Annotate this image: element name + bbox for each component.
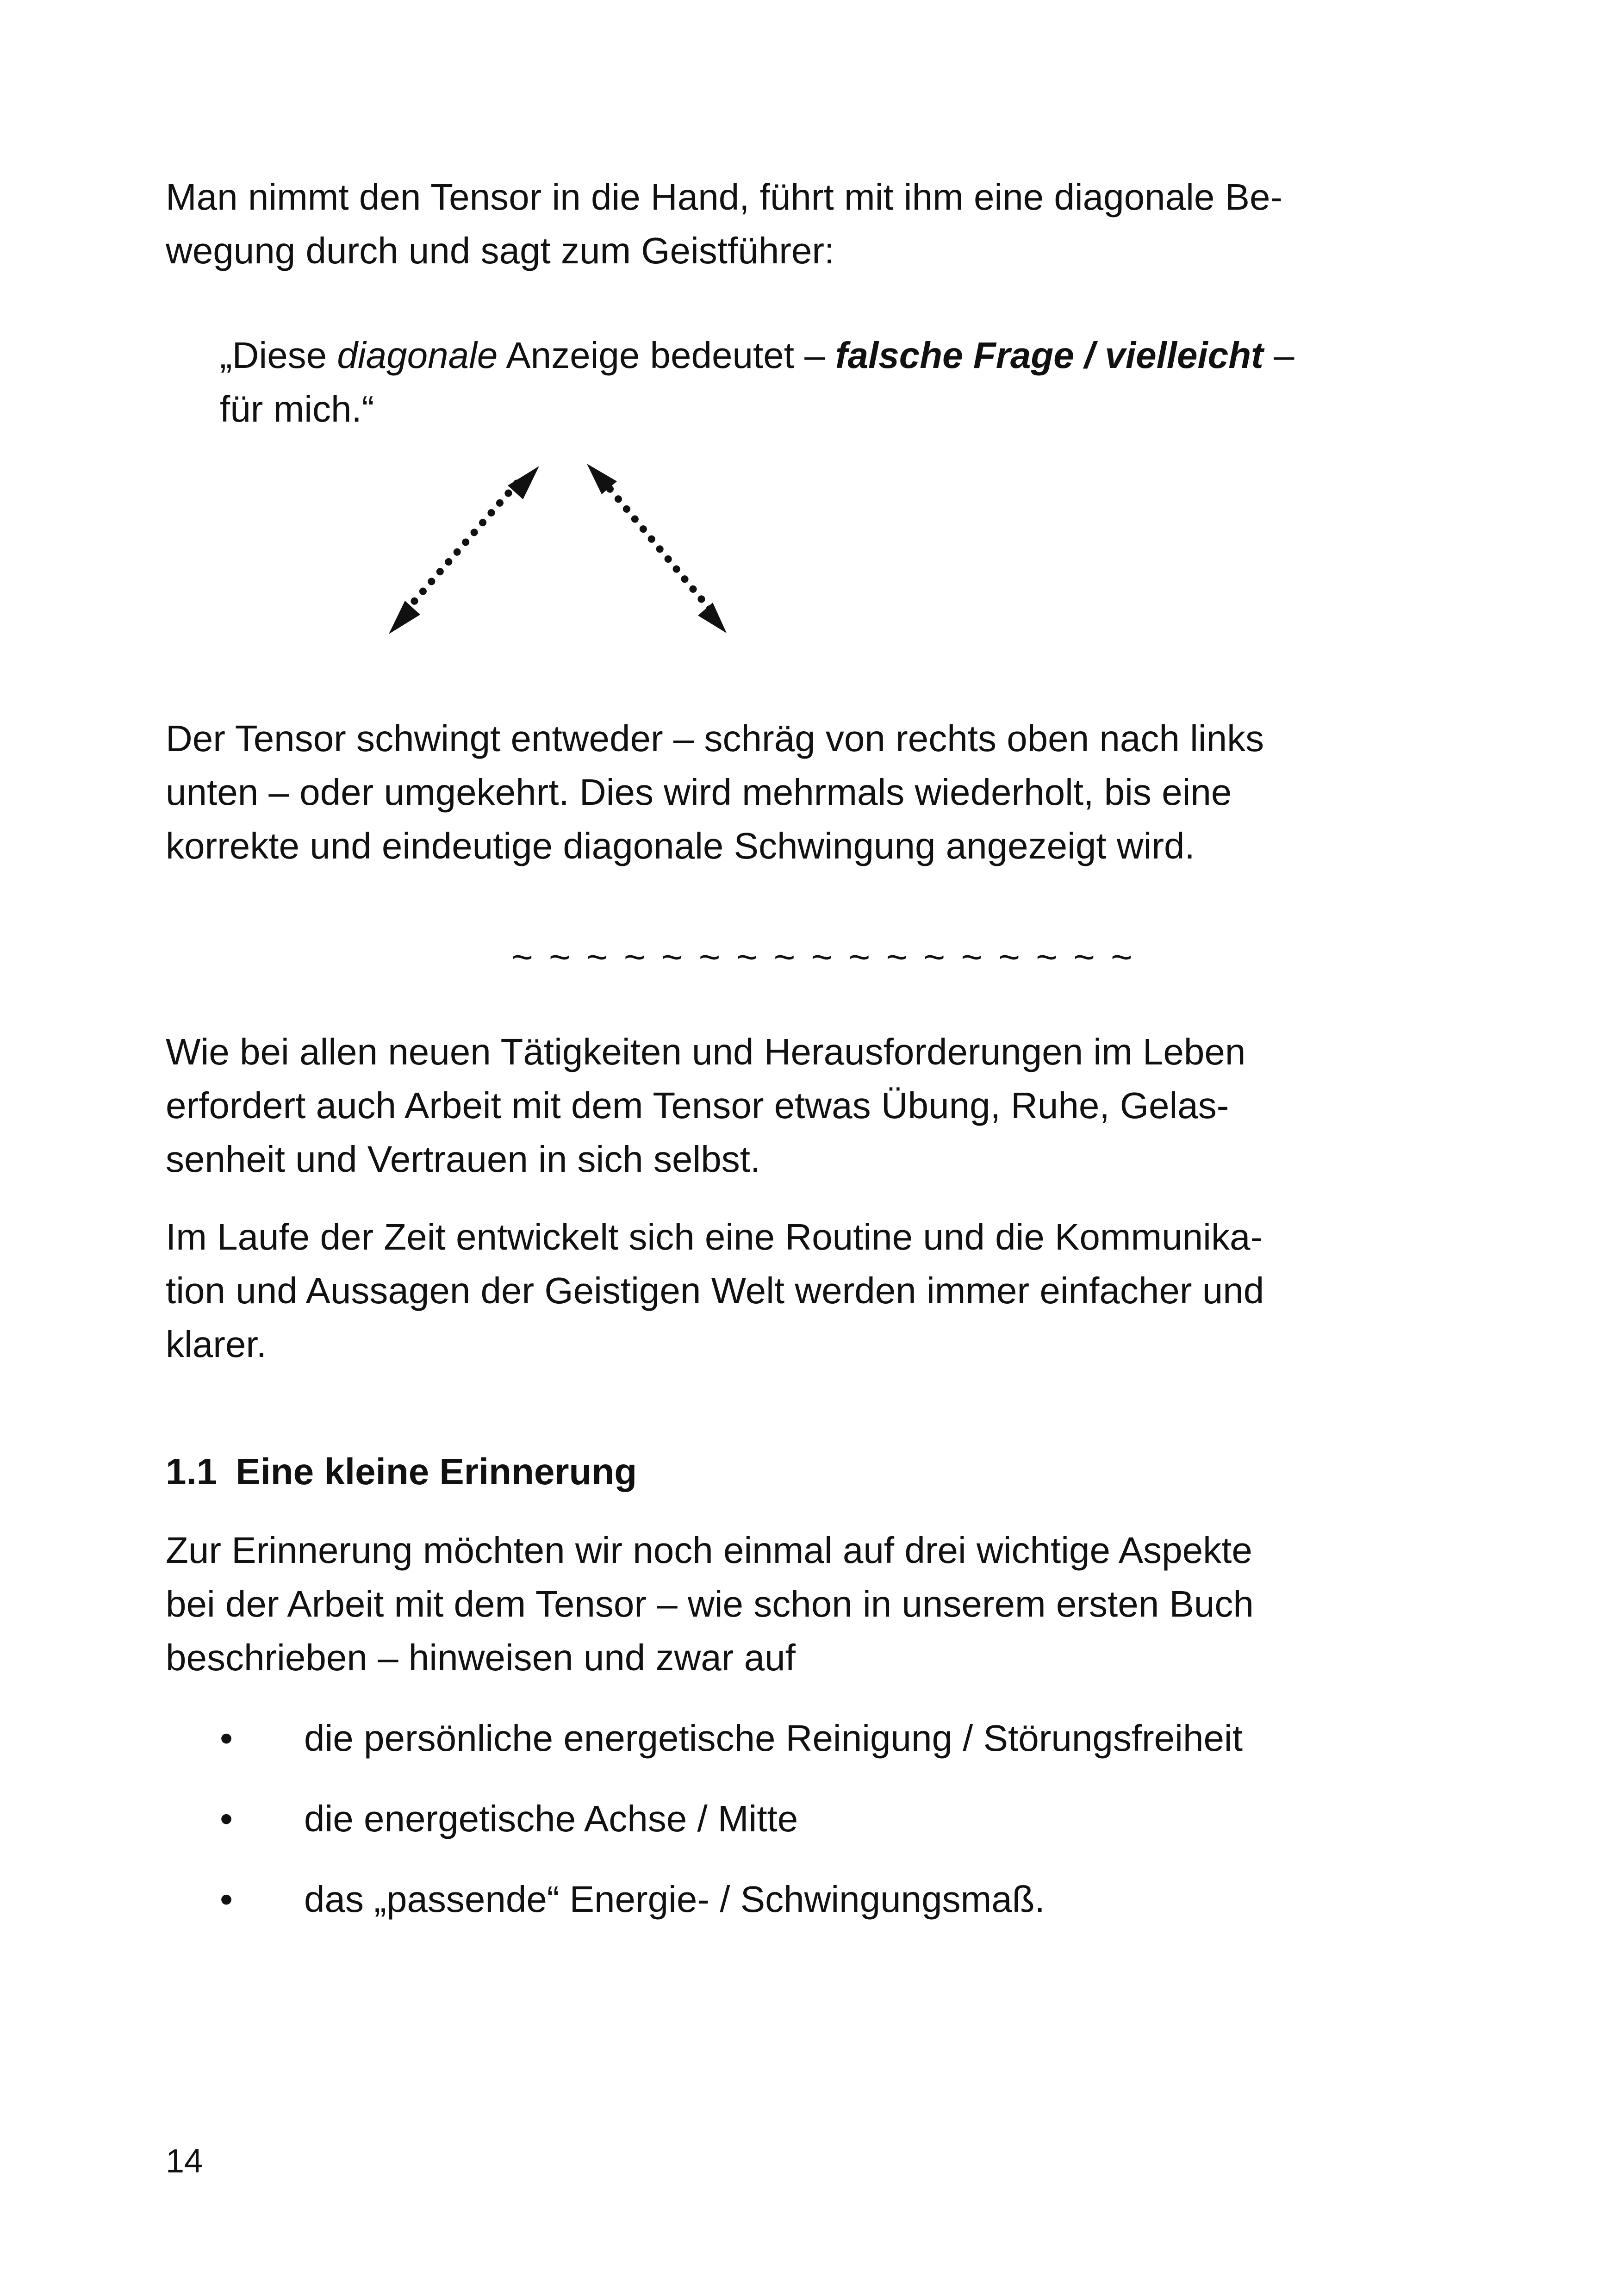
paragraph-intro (166, 170, 1415, 278)
diagonal-arrows-diagram (361, 444, 750, 666)
quote-line-1 (220, 329, 1469, 382)
paragraph-line: Zur Erinnerung möchten wir noch einmal auf drei wichtige Aspekte (166, 1530, 1252, 1571)
quote-end: – (1263, 335, 1294, 376)
quote-italic-word: diagonale (337, 335, 498, 376)
section-heading (166, 1445, 637, 1499)
paragraph-line: korrekte und eindeutige diagonale Schwingung angezeigt wird. (166, 825, 1195, 866)
paragraph-line: Man nimmt den Tensor in die Hand, führt mit ihm eine diagonale Be- (166, 176, 1283, 218)
quote-line-2: für mich.“ (220, 388, 374, 429)
quote-block (220, 329, 1469, 436)
page-number: 14 (166, 2143, 203, 2180)
paragraph-line: senheit und Vertrauen in sich selbst. (166, 1139, 761, 1180)
tilde-separator: ~ ~ ~ ~ ~ ~ ~ ~ ~ ~ ~ ~ ~ ~ ~ ~ ~ (511, 936, 1135, 977)
paragraph-line: Im Laufe der Zeit entwickelt sich eine Routine und die Kommunika- (166, 1216, 1263, 1257)
paragraph-line: Der Tensor schwingt entweder – schräg von rechts oben nach links (166, 718, 1264, 759)
paragraph-line: bei der Arbeit mit dem Tensor – wie schon in unserem ersten Buch (166, 1583, 1254, 1624)
paragraph-practice (166, 1025, 1415, 1186)
paragraph-line: beschrieben – hinweisen und zwar auf (166, 1637, 796, 1678)
paragraph-line: unten – oder umgekehrt. Dies wird mehrmals wiederholt, bis eine (166, 772, 1232, 813)
quote-open: „Diese (220, 335, 337, 376)
bullet-icon: • (220, 1798, 233, 1839)
section-number: 1.1 (166, 1451, 218, 1492)
paragraph-reminder (166, 1524, 1415, 1685)
quote-bold-italic-phrase: falsche Frage / vielleicht (835, 335, 1263, 376)
section-title: Eine kleine Erinnerung (236, 1451, 637, 1492)
bullet-icon: • (220, 1717, 233, 1759)
paragraph-line: Wie bei allen neuen Tätigkeiten und Herausforderungen im Leben (166, 1031, 1246, 1072)
paragraph-line: tion und Aussagen der Geistigen Welt werden immer einfacher und (166, 1270, 1264, 1311)
quote-middle: Anzeige bedeutet – (498, 335, 835, 376)
paragraph-line: klarer. (166, 1324, 267, 1365)
paragraph-line: wegung durch und sagt zum Geistführer: (166, 230, 835, 271)
paragraph-line: erfordert auch Arbeit mit dem Tensor etwas Übung, Ruhe, Gelas- (166, 1085, 1229, 1126)
list-item-text: die persönliche energetische Reinigung / Störungsfreiheit (304, 1717, 1243, 1759)
list-item-text: die energetische Achse / Mitte (304, 1798, 798, 1839)
dotted-double-arrow-right-icon (587, 464, 727, 633)
bullet-icon: • (220, 1879, 233, 1920)
dotted-double-arrow-left-icon (389, 466, 539, 634)
paragraph-oscillation (166, 712, 1415, 873)
list-item-text: das „passende“ Energie- / Schwingungsmaß. (304, 1879, 1045, 1920)
paragraph-routine (166, 1210, 1415, 1371)
